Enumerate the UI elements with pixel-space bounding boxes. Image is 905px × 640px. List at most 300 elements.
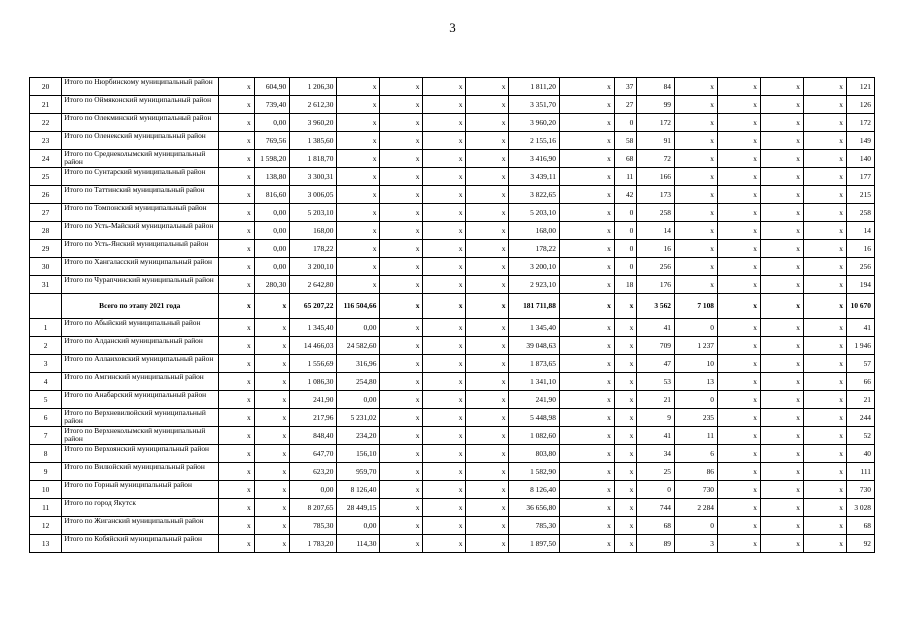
cell-c16: 730 bbox=[846, 481, 874, 499]
table-row bbox=[30, 445, 875, 463]
cell-c14: x bbox=[760, 445, 803, 463]
cell-c1: x bbox=[219, 535, 254, 553]
cell-c12: x bbox=[674, 150, 717, 168]
cell-c2: x bbox=[254, 445, 289, 463]
cell-c9: x bbox=[559, 294, 614, 319]
district-name: Итого по Верхнеколымский муниципальный район bbox=[62, 427, 219, 445]
cell-c5: x bbox=[380, 204, 423, 222]
cell-c16: 57 bbox=[846, 355, 874, 373]
cell-c11: 53 bbox=[637, 373, 675, 391]
cell-c11: 14 bbox=[637, 222, 675, 240]
cell-c2: x bbox=[254, 481, 289, 499]
district-name: Итого по Сунтарский муниципальный район bbox=[62, 168, 219, 186]
cell-c5: x bbox=[380, 150, 423, 168]
cell-c9: x bbox=[559, 355, 614, 373]
row-number: 6 bbox=[30, 409, 62, 427]
cell-c12: 730 bbox=[674, 481, 717, 499]
cell-c6: x bbox=[423, 114, 466, 132]
cell-c3: 241,90 bbox=[290, 391, 337, 409]
cell-c11: 744 bbox=[637, 499, 675, 517]
cell-c10: 27 bbox=[614, 96, 637, 114]
cell-c4: x bbox=[337, 204, 380, 222]
cell-c7: x bbox=[466, 132, 509, 150]
cell-c11: 91 bbox=[637, 132, 675, 150]
cell-c3: 1 783,20 bbox=[290, 535, 337, 553]
cell-c9: x bbox=[559, 337, 614, 355]
cell-c6: x bbox=[423, 96, 466, 114]
cell-c16: 40 bbox=[846, 445, 874, 463]
cell-c5: x bbox=[380, 463, 423, 481]
cell-c9: x bbox=[559, 132, 614, 150]
district-name: Итого по Жиганский муниципальный район bbox=[62, 517, 219, 535]
cell-c11: 258 bbox=[637, 204, 675, 222]
cell-c15: x bbox=[803, 132, 846, 150]
district-name: Итого по Верхоянский муниципальный район bbox=[62, 445, 219, 463]
cell-c9: x bbox=[559, 427, 614, 445]
cell-c7: x bbox=[466, 276, 509, 294]
cell-c7: x bbox=[466, 294, 509, 319]
cell-c5: x bbox=[380, 427, 423, 445]
total-row bbox=[30, 294, 875, 319]
cell-c3: 1 385,60 bbox=[290, 132, 337, 150]
district-name: Итого по Амгинский муниципальный район bbox=[62, 373, 219, 391]
cell-c16: 194 bbox=[846, 276, 874, 294]
cell-c1: x bbox=[219, 168, 254, 186]
cell-c6: x bbox=[423, 499, 466, 517]
cell-c1: x bbox=[219, 222, 254, 240]
cell-c12: 7 108 bbox=[674, 294, 717, 319]
cell-c16: 66 bbox=[846, 373, 874, 391]
cell-c2: x bbox=[254, 294, 289, 319]
cell-c6: x bbox=[423, 391, 466, 409]
page-number: 3 bbox=[449, 20, 456, 35]
cell-c1: x bbox=[219, 204, 254, 222]
cell-c8: 39 048,63 bbox=[509, 337, 560, 355]
cell-c6: x bbox=[423, 78, 466, 96]
row-number: 26 bbox=[30, 186, 62, 204]
cell-c14: x bbox=[760, 463, 803, 481]
cell-c4: 5 231,02 bbox=[337, 409, 380, 427]
cell-c1: x bbox=[219, 78, 254, 96]
cell-c16: 68 bbox=[846, 517, 874, 535]
row-number: 29 bbox=[30, 240, 62, 258]
cell-c9: x bbox=[559, 391, 614, 409]
table-row bbox=[30, 240, 875, 258]
cell-c1: x bbox=[219, 517, 254, 535]
cell-c7: x bbox=[466, 391, 509, 409]
cell-c7: x bbox=[466, 463, 509, 481]
cell-c1: x bbox=[219, 481, 254, 499]
cell-c13: x bbox=[717, 294, 760, 319]
cell-c8: 1 341,10 bbox=[509, 373, 560, 391]
table-row bbox=[30, 258, 875, 276]
cell-c10: x bbox=[614, 517, 637, 535]
cell-c15: x bbox=[803, 463, 846, 481]
cell-c10: 0 bbox=[614, 240, 637, 258]
cell-c12: x bbox=[674, 168, 717, 186]
cell-c2: 604,90 bbox=[254, 78, 289, 96]
row-number: 7 bbox=[30, 427, 62, 445]
cell-c16: 16 bbox=[846, 240, 874, 258]
table-row bbox=[30, 463, 875, 481]
cell-c14: x bbox=[760, 355, 803, 373]
cell-c5: x bbox=[380, 337, 423, 355]
row-number: 2 bbox=[30, 337, 62, 355]
cell-c3: 785,30 bbox=[290, 517, 337, 535]
cell-c10: x bbox=[614, 373, 637, 391]
cell-c14: x bbox=[760, 186, 803, 204]
cell-c16: 244 bbox=[846, 409, 874, 427]
cell-c14: x bbox=[760, 276, 803, 294]
cell-c6: x bbox=[423, 168, 466, 186]
cell-c8: 241,90 bbox=[509, 391, 560, 409]
cell-c1: x bbox=[219, 409, 254, 427]
cell-c15: x bbox=[803, 258, 846, 276]
cell-c4: 234,20 bbox=[337, 427, 380, 445]
cell-c4: x bbox=[337, 78, 380, 96]
cell-c9: x bbox=[559, 222, 614, 240]
cell-c1: x bbox=[219, 150, 254, 168]
cell-c10: 42 bbox=[614, 186, 637, 204]
cell-c4: 24 582,60 bbox=[337, 337, 380, 355]
cell-c13: x bbox=[717, 204, 760, 222]
cell-c2: x bbox=[254, 535, 289, 553]
cell-c14: x bbox=[760, 337, 803, 355]
cell-c4: 254,80 bbox=[337, 373, 380, 391]
cell-c2: 769,56 bbox=[254, 132, 289, 150]
district-name: Итого по Абыйский муниципальный район bbox=[62, 319, 219, 337]
cell-c7: x bbox=[466, 319, 509, 337]
cell-c9: x bbox=[559, 373, 614, 391]
district-name: Всего по этапу 2021 года bbox=[62, 294, 219, 319]
cell-c4: 959,70 bbox=[337, 463, 380, 481]
row-number: 11 bbox=[30, 499, 62, 517]
cell-c2: 0,00 bbox=[254, 204, 289, 222]
cell-c9: x bbox=[559, 96, 614, 114]
cell-c15: x bbox=[803, 78, 846, 96]
row-number: 10 bbox=[30, 481, 62, 499]
table-row bbox=[30, 132, 875, 150]
cell-c16: 258 bbox=[846, 204, 874, 222]
cell-c12: 11 bbox=[674, 427, 717, 445]
cell-c7: x bbox=[466, 186, 509, 204]
cell-c3: 647,70 bbox=[290, 445, 337, 463]
cell-c10: 58 bbox=[614, 132, 637, 150]
cell-c3: 3 200,10 bbox=[290, 258, 337, 276]
cell-c6: x bbox=[423, 294, 466, 319]
table-row bbox=[30, 373, 875, 391]
row-number: 1 bbox=[30, 319, 62, 337]
cell-c5: x bbox=[380, 319, 423, 337]
cell-c4: x bbox=[337, 150, 380, 168]
cell-c15: x bbox=[803, 186, 846, 204]
cell-c8: 803,80 bbox=[509, 445, 560, 463]
cell-c1: x bbox=[219, 319, 254, 337]
cell-c9: x bbox=[559, 276, 614, 294]
cell-c9: x bbox=[559, 258, 614, 276]
cell-c8: 2 155,16 bbox=[509, 132, 560, 150]
district-name: Итого по Оленекский муниципальный район bbox=[62, 132, 219, 150]
cell-c13: x bbox=[717, 535, 760, 553]
cell-c5: x bbox=[380, 114, 423, 132]
cell-c8: 3 960,20 bbox=[509, 114, 560, 132]
cell-c8: 1 897,50 bbox=[509, 535, 560, 553]
cell-c13: x bbox=[717, 391, 760, 409]
cell-c6: x bbox=[423, 132, 466, 150]
cell-c6: x bbox=[423, 276, 466, 294]
cell-c15: x bbox=[803, 168, 846, 186]
cell-c7: x bbox=[466, 150, 509, 168]
cell-c4: 116 504,66 bbox=[337, 294, 380, 319]
cell-c3: 1 206,30 bbox=[290, 78, 337, 96]
row-number: 3 bbox=[30, 355, 62, 373]
cell-c16: 140 bbox=[846, 150, 874, 168]
cell-c2: 280,30 bbox=[254, 276, 289, 294]
cell-c16: 41 bbox=[846, 319, 874, 337]
table-row bbox=[30, 517, 875, 535]
cell-c13: x bbox=[717, 409, 760, 427]
cell-c5: x bbox=[380, 186, 423, 204]
row-number: 20 bbox=[30, 78, 62, 96]
cell-c14: x bbox=[760, 319, 803, 337]
report-table bbox=[29, 77, 875, 553]
cell-c5: x bbox=[380, 535, 423, 553]
cell-c10: 18 bbox=[614, 276, 637, 294]
cell-c9: x bbox=[559, 445, 614, 463]
cell-c9: x bbox=[559, 517, 614, 535]
cell-c14: x bbox=[760, 517, 803, 535]
cell-c10: x bbox=[614, 355, 637, 373]
cell-c6: x bbox=[423, 445, 466, 463]
cell-c3: 848,40 bbox=[290, 427, 337, 445]
cell-c2: 0,00 bbox=[254, 114, 289, 132]
cell-c15: x bbox=[803, 409, 846, 427]
cell-c8: 1 582,90 bbox=[509, 463, 560, 481]
cell-c1: x bbox=[219, 258, 254, 276]
cell-c8: 3 351,70 bbox=[509, 96, 560, 114]
cell-c2: 1 598,20 bbox=[254, 150, 289, 168]
table-row bbox=[30, 499, 875, 517]
cell-c7: x bbox=[466, 445, 509, 463]
cell-c9: x bbox=[559, 240, 614, 258]
cell-c4: 0,00 bbox=[337, 391, 380, 409]
table-row bbox=[30, 78, 875, 96]
cell-c3: 1 556,69 bbox=[290, 355, 337, 373]
cell-c3: 178,22 bbox=[290, 240, 337, 258]
row-number: 28 bbox=[30, 222, 62, 240]
cell-c13: x bbox=[717, 240, 760, 258]
cell-c5: x bbox=[380, 168, 423, 186]
cell-c16: 149 bbox=[846, 132, 874, 150]
cell-c9: x bbox=[559, 114, 614, 132]
cell-c16: 1 946 bbox=[846, 337, 874, 355]
cell-c7: x bbox=[466, 409, 509, 427]
cell-c14: x bbox=[760, 499, 803, 517]
cell-c5: x bbox=[380, 499, 423, 517]
cell-c10: x bbox=[614, 319, 637, 337]
cell-c6: x bbox=[423, 517, 466, 535]
cell-c15: x bbox=[803, 114, 846, 132]
cell-c3: 3 960,20 bbox=[290, 114, 337, 132]
cell-c15: x bbox=[803, 499, 846, 517]
cell-c10: x bbox=[614, 391, 637, 409]
cell-c4: 156,10 bbox=[337, 445, 380, 463]
cell-c1: x bbox=[219, 240, 254, 258]
table-row bbox=[30, 355, 875, 373]
cell-c7: x bbox=[466, 427, 509, 445]
cell-c4: x bbox=[337, 240, 380, 258]
table-row bbox=[30, 535, 875, 553]
cell-c2: 0,00 bbox=[254, 222, 289, 240]
cell-c11: 173 bbox=[637, 186, 675, 204]
cell-c12: 0 bbox=[674, 319, 717, 337]
cell-c3: 2 612,30 bbox=[290, 96, 337, 114]
cell-c7: x bbox=[466, 204, 509, 222]
district-name: Итого по Горный муниципальный район bbox=[62, 481, 219, 499]
cell-c6: x bbox=[423, 186, 466, 204]
cell-c15: x bbox=[803, 427, 846, 445]
cell-c7: x bbox=[466, 355, 509, 373]
cell-c16: 10 670 bbox=[846, 294, 874, 319]
district-name: Итого по Чурапчинский муниципальный район bbox=[62, 276, 219, 294]
cell-c10: x bbox=[614, 499, 637, 517]
cell-c10: 68 bbox=[614, 150, 637, 168]
cell-c12: x bbox=[674, 186, 717, 204]
cell-c16: 52 bbox=[846, 427, 874, 445]
cell-c13: x bbox=[717, 319, 760, 337]
cell-c15: x bbox=[803, 355, 846, 373]
district-name: Итого по город Якутск bbox=[62, 499, 219, 517]
district-name: Итого по Хангаласский муниципальный район bbox=[62, 258, 219, 276]
district-name: Итого по Усть-Янский муниципальный район bbox=[62, 240, 219, 258]
cell-c13: x bbox=[717, 168, 760, 186]
cell-c8: 3 439,11 bbox=[509, 168, 560, 186]
cell-c2: x bbox=[254, 319, 289, 337]
cell-c5: x bbox=[380, 409, 423, 427]
cell-c16: 111 bbox=[846, 463, 874, 481]
row-number: 13 bbox=[30, 535, 62, 553]
cell-c15: x bbox=[803, 517, 846, 535]
cell-c3: 3 300,31 bbox=[290, 168, 337, 186]
cell-c13: x bbox=[717, 463, 760, 481]
cell-c1: x bbox=[219, 463, 254, 481]
cell-c3: 65 207,22 bbox=[290, 294, 337, 319]
row-number: 27 bbox=[30, 204, 62, 222]
cell-c2: x bbox=[254, 499, 289, 517]
cell-c11: 256 bbox=[637, 258, 675, 276]
cell-c15: x bbox=[803, 445, 846, 463]
cell-c11: 34 bbox=[637, 445, 675, 463]
table-row bbox=[30, 391, 875, 409]
cell-c6: x bbox=[423, 463, 466, 481]
cell-c11: 176 bbox=[637, 276, 675, 294]
cell-c1: x bbox=[219, 391, 254, 409]
cell-c13: x bbox=[717, 427, 760, 445]
cell-c12: x bbox=[674, 240, 717, 258]
cell-c4: x bbox=[337, 96, 380, 114]
cell-c13: x bbox=[717, 222, 760, 240]
cell-c1: x bbox=[219, 355, 254, 373]
cell-c11: 3 562 bbox=[637, 294, 675, 319]
cell-c14: x bbox=[760, 258, 803, 276]
cell-c9: x bbox=[559, 150, 614, 168]
cell-c15: x bbox=[803, 294, 846, 319]
cell-c16: 21 bbox=[846, 391, 874, 409]
cell-c10: 11 bbox=[614, 168, 637, 186]
district-name: Итого по Алданский муниципальный район bbox=[62, 337, 219, 355]
cell-c13: x bbox=[717, 276, 760, 294]
cell-c14: x bbox=[760, 240, 803, 258]
cell-c8: 1 082,60 bbox=[509, 427, 560, 445]
cell-c3: 168,00 bbox=[290, 222, 337, 240]
row-number: 12 bbox=[30, 517, 62, 535]
cell-c11: 47 bbox=[637, 355, 675, 373]
cell-c9: x bbox=[559, 481, 614, 499]
cell-c11: 25 bbox=[637, 463, 675, 481]
cell-c12: 86 bbox=[674, 463, 717, 481]
cell-c14: x bbox=[760, 204, 803, 222]
cell-c6: x bbox=[423, 355, 466, 373]
cell-c13: x bbox=[717, 114, 760, 132]
cell-c3: 1 818,70 bbox=[290, 150, 337, 168]
cell-c14: x bbox=[760, 96, 803, 114]
cell-c7: x bbox=[466, 517, 509, 535]
cell-c11: 41 bbox=[637, 427, 675, 445]
cell-c8: 2 923,10 bbox=[509, 276, 560, 294]
cell-c1: x bbox=[219, 499, 254, 517]
cell-c6: x bbox=[423, 373, 466, 391]
cell-c14: x bbox=[760, 427, 803, 445]
row-number: 4 bbox=[30, 373, 62, 391]
district-name: Итого по Среднеколымский муниципальный район bbox=[62, 150, 219, 168]
cell-c15: x bbox=[803, 373, 846, 391]
cell-c1: x bbox=[219, 96, 254, 114]
table-row bbox=[30, 409, 875, 427]
cell-c12: 2 284 bbox=[674, 499, 717, 517]
cell-c8: 1 873,65 bbox=[509, 355, 560, 373]
cell-c5: x bbox=[380, 96, 423, 114]
cell-c11: 68 bbox=[637, 517, 675, 535]
row-number: 22 bbox=[30, 114, 62, 132]
cell-c7: x bbox=[466, 114, 509, 132]
cell-c7: x bbox=[466, 535, 509, 553]
cell-c11: 72 bbox=[637, 150, 675, 168]
cell-c13: x bbox=[717, 517, 760, 535]
cell-c2: 138,80 bbox=[254, 168, 289, 186]
cell-c5: x bbox=[380, 240, 423, 258]
cell-c3: 623,20 bbox=[290, 463, 337, 481]
cell-c11: 172 bbox=[637, 114, 675, 132]
cell-c5: x bbox=[380, 276, 423, 294]
cell-c16: 121 bbox=[846, 78, 874, 96]
cell-c2: x bbox=[254, 427, 289, 445]
cell-c16: 126 bbox=[846, 96, 874, 114]
cell-c10: 37 bbox=[614, 78, 637, 96]
cell-c2: 0,00 bbox=[254, 258, 289, 276]
cell-c14: x bbox=[760, 481, 803, 499]
cell-c5: x bbox=[380, 373, 423, 391]
row-number bbox=[30, 294, 62, 319]
cell-c9: x bbox=[559, 186, 614, 204]
cell-c7: x bbox=[466, 258, 509, 276]
cell-c11: 16 bbox=[637, 240, 675, 258]
cell-c9: x bbox=[559, 319, 614, 337]
table-row bbox=[30, 96, 875, 114]
cell-c12: 1 237 bbox=[674, 337, 717, 355]
row-number: 9 bbox=[30, 463, 62, 481]
cell-c2: x bbox=[254, 517, 289, 535]
table-row bbox=[30, 186, 875, 204]
